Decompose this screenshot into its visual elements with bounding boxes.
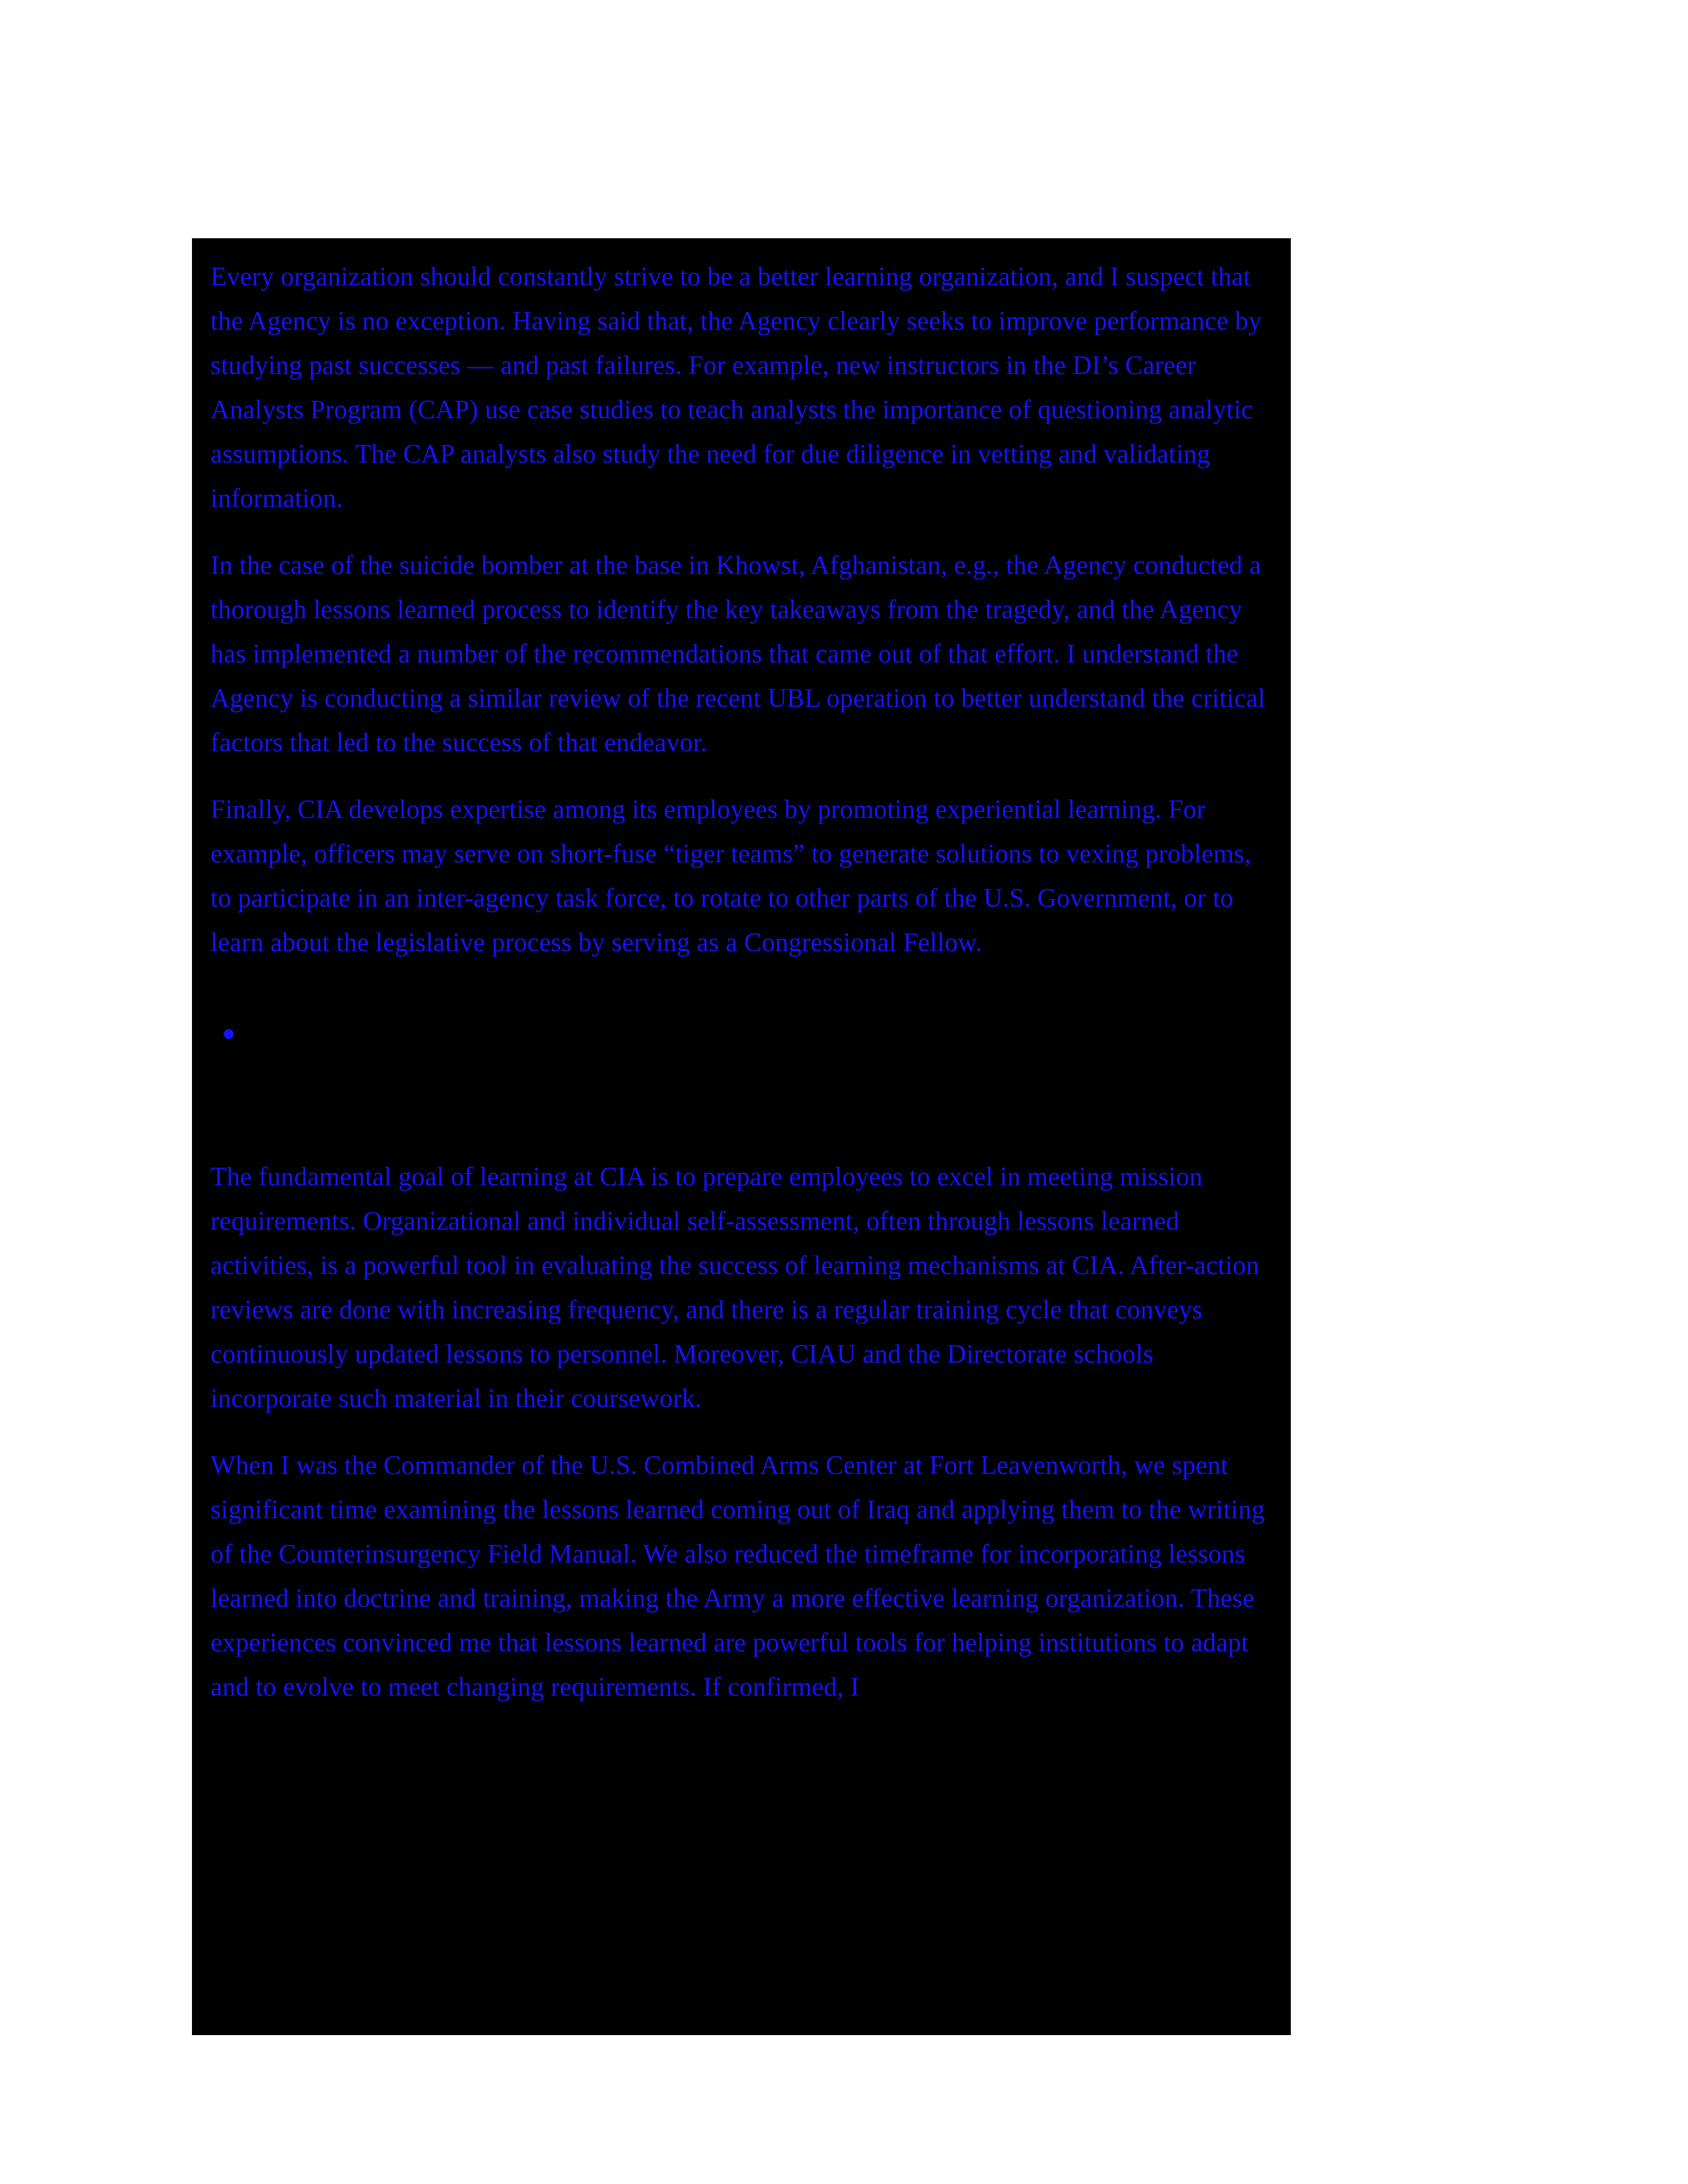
paragraph-4: The fundamental goal of learning at CIA is to prepare employees to excel in meeting mission requirements. Organizational and individual self-assessment, often through lessons learned activities, is a powerful tool in evaluating the success of learning mechanisms at CIA. After-action reviews are done with increasing frequency, and there is a regular training cycle that conveys continuously updated lessons to personnel. Moreover, CIAU and the Directorate schools incorporate such material in their coursework.: [211, 1161, 1260, 1413]
redacted-text-block: [192, 238, 1291, 2035]
paragraph-1: Every organization should constantly strive to be a better learning organization, and I suspect that the Agency is no exception. Having said that, the Agency clearly seeks to improve performance by studying past successes — and past failures. For example, new instructors in the DI’s Career Analysts Program (CAP) use case studies to teach analysts the importance of questioning analytic assumptions. The CAP analysts also study the need for due diligence in vetting and validating information.: [211, 261, 1262, 513]
bullet-list: [211, 1011, 1272, 1055]
document-body: [211, 254, 1272, 1709]
paragraph-2: In the case of the suicide bomber at the base in Khowst, Afghanistan, e.g., the Agency conducted a thorough lessons learned process to identify the key takeaways from the tragedy, and the Agency has implemented a number of the recommendations that came out of that effort. I understand the Agency is conducting a similar review of the recent UBL operation to better understand the critical factors that led to the success of that endeavor.: [211, 550, 1266, 757]
paragraph-3: Finally, CIA develops expertise among its employees by promoting experiential learning. For example, officers may serve on short-fuse “tiger teams” to generate solutions to vexing problems, to participate in an inter-agency task force, to rotate to other parts of the U.S. Government, or to learn about the legislative process by serving as a Congressional Fellow.: [211, 794, 1251, 957]
spacer: [211, 987, 1272, 1011]
list-item: [211, 1011, 1272, 1055]
paragraph-5: When I was the Commander of the U.S. Combined Arms Center at Fort Leavenworth, we spent significant time examining the lessons learned coming out of Iraq and applying them to the writing of the Counterinsurgency Field Manual. We also reduced the timeframe for incorporating lessons learned into doctrine and training, making the Army a more effective learning organization. These experiences convinced me that lessons learned are powerful tools for helping institutions to adapt and to evolve to meet changing requirements. If confirmed, I: [211, 1450, 1265, 1702]
bullet-dot-icon: [224, 1029, 234, 1039]
spacer: [211, 1055, 1272, 1154]
